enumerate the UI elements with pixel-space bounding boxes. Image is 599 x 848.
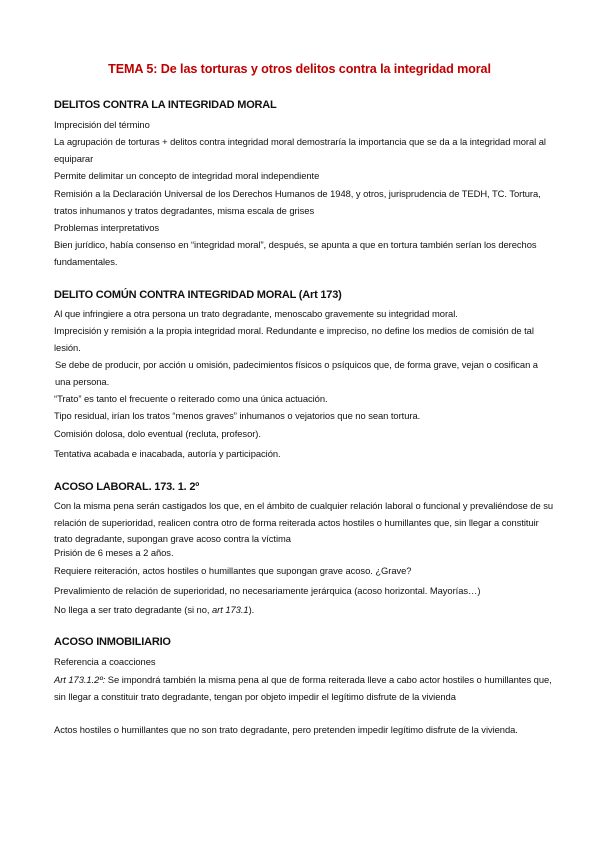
paragraph: Referencia a coacciones <box>54 656 156 667</box>
paragraph: Bien jurídico, había consenso en “integridad moral”, después, se apunta a que en tortura también serían los derechos fundamentales. <box>54 239 537 267</box>
paragraph: Imprecisión del término <box>54 119 150 130</box>
paragraph: Problemas interpretativos <box>54 222 160 233</box>
paragraph-text: ). <box>248 604 255 615</box>
paragraph: Prisión de 6 meses a 2 años. <box>54 547 174 558</box>
paragraph: Remisión a la Declaración Universal de los Derechos Humanos de 1948, y otros, jurisprudencia de TEDH, TC. Tortura, tratos inhumanos y tratos degradantes, misma escala de grises <box>54 188 541 216</box>
paragraph: Requiere reiteración, actos hostiles o humillantes que supongan grave acoso. ¿Grave? <box>54 565 412 576</box>
paragraph: Tipo residual, irían los tratos “menos graves” inhumanos o vejatorios que no sean tortura. <box>54 410 421 421</box>
paragraph: Prevalimiento de relación de superioridad, no necesariamente jerárquica (acoso horizontal. Mayorías…) <box>54 585 481 596</box>
paragraph: Con la misma pena serán castigados los que, en el ámbito de cualquier relación laboral o funcional y prevaliéndose de su relación de superioridad, realicen contra otro de forma reiterada actos hostiles o humillantes que, sin llegar a constituir trato degradante, supongan grave acoso contra la víctima <box>54 500 553 545</box>
paragraph: Actos hostiles o humillantes que no son trato degradante, pero pretenden impedir legítimo disfrute de la vivienda. <box>54 724 518 735</box>
paragraph: Permite delimitar un concepto de integridad moral independiente <box>54 170 320 181</box>
paragraph-text: No llega a ser trato degradante (si no, <box>54 604 212 615</box>
paragraph: “Trato” es tanto el frecuente o reiterado como una única actuación. <box>54 393 328 404</box>
paragraph: La agrupación de torturas + delitos contra integridad moral demostraría la importancia que se da a la integridad moral al equiparar <box>54 136 546 164</box>
article-reference: art 173.1 <box>212 604 249 615</box>
paragraph <box>54 672 554 705</box>
paragraph: Comisión dolosa, dolo eventual (recluta, profesor). <box>54 428 261 439</box>
section-heading-2: DELITO COMÚN CONTRA INTEGRIDAD MORAL (Art 173) <box>54 289 342 301</box>
paragraph: Al que infringiere a otra persona un trato degradante, menoscabo gravemente su integridad moral. <box>54 308 458 319</box>
paragraph <box>54 602 554 619</box>
paragraph: Tentativa acabada e inacabada, autoría y participación. <box>54 448 281 459</box>
article-reference: Art 173.1.2º: <box>54 674 106 685</box>
paragraph: Se debe de producir, por acción u omisión, padecimientos físicos o psíquicos que, de forma grave, vejan o cosifican a una persona. <box>55 359 538 387</box>
document-title: TEMA 5: De las torturas y otros delitos contra la integridad moral <box>108 62 491 76</box>
section-heading-3: ACOSO LABORAL. 173. 1. 2º <box>54 481 200 493</box>
paragraph-text: Se impondrá también la misma pena al que de forma reiterada lleve a cabo actor hostiles o humillantes que, sin llegar a constituir trato degradante, tengan por objeto impedir el legítimo disfrute de la vivienda <box>54 674 552 702</box>
paragraph: Imprecisión y remisión a la propia integridad moral. Redundante e impreciso, no define los medios de comisión de tal lesión. <box>54 325 534 353</box>
section-heading-1: DELITOS CONTRA LA INTEGRIDAD MORAL <box>54 99 277 111</box>
section-heading-4: ACOSO INMOBILIARIO <box>54 636 171 648</box>
